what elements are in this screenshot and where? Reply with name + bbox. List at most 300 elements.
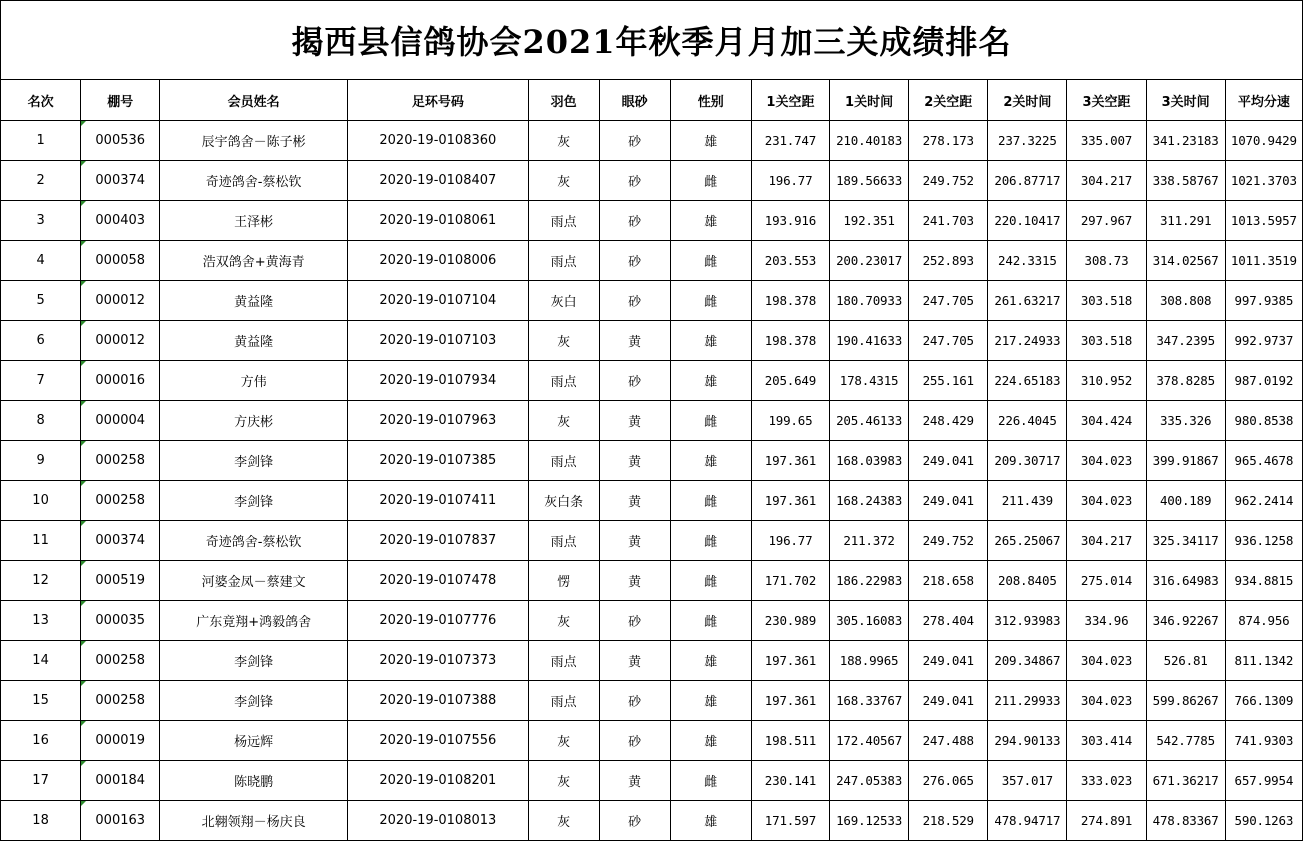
- table-cell[interactable]: 1013.5957: [1225, 201, 1302, 241]
- table-cell[interactable]: 346.92267: [1146, 601, 1225, 641]
- table-cell[interactable]: 13: [1, 601, 81, 641]
- table-cell[interactable]: 李剑锋: [160, 481, 348, 521]
- table-cell[interactable]: [81, 521, 160, 561]
- loft-number: 000184: [95, 773, 146, 788]
- table-cell[interactable]: [81, 681, 160, 721]
- table-cell[interactable]: 247.488: [909, 721, 988, 761]
- table-cell[interactable]: [81, 601, 160, 641]
- table-cell[interactable]: 12: [1, 561, 81, 601]
- table-cell[interactable]: 黄: [599, 761, 670, 801]
- table-cell[interactable]: [81, 641, 160, 681]
- table-cell[interactable]: 172.40567: [830, 721, 909, 761]
- table-cell[interactable]: 217.24933: [988, 321, 1067, 361]
- table-cell[interactable]: 雄: [670, 441, 751, 481]
- table-cell[interactable]: 2020-19-0107385: [348, 441, 529, 481]
- table-cell[interactable]: [81, 361, 160, 401]
- loft-number: 000058: [95, 253, 146, 268]
- table-cell[interactable]: 338.58767: [1146, 161, 1225, 201]
- column-header[interactable]: 足环号码: [348, 80, 529, 121]
- table-cell[interactable]: 雄: [670, 801, 751, 841]
- table-row: [1, 681, 1303, 721]
- table-cell[interactable]: 砂: [599, 721, 670, 761]
- table-row: [1, 361, 1303, 401]
- table-cell[interactable]: 304.023: [1067, 481, 1146, 521]
- table-cell[interactable]: 15: [1, 681, 81, 721]
- table-cell[interactable]: 浩双鸽舍+黄海青: [160, 241, 348, 281]
- column-header[interactable]: 性别: [670, 80, 751, 121]
- table-cell[interactable]: 198.378: [751, 281, 829, 321]
- table-cell[interactable]: 方伟: [160, 361, 348, 401]
- table-cell[interactable]: 砂: [599, 201, 670, 241]
- table-cell[interactable]: 168.24383: [830, 481, 909, 521]
- cell-marker-icon: [81, 361, 86, 366]
- column-header[interactable]: 眼砂: [599, 80, 670, 121]
- table-cell[interactable]: 雌: [670, 481, 751, 521]
- table-cell[interactable]: 992.9737: [1225, 321, 1302, 361]
- cell-marker-icon: [81, 201, 86, 206]
- table-cell[interactable]: 2020-19-0107411: [348, 481, 529, 521]
- table-cell[interactable]: 灰: [528, 321, 599, 361]
- table-cell[interactable]: 297.967: [1067, 201, 1146, 241]
- table-cell[interactable]: 雄: [670, 641, 751, 681]
- table-cell[interactable]: 590.1263: [1225, 801, 1302, 841]
- table-cell[interactable]: 砂: [599, 601, 670, 641]
- table-cell[interactable]: 广东竟翔+鸿毅鸽舍: [160, 601, 348, 641]
- table-cell[interactable]: 197.361: [751, 441, 829, 481]
- table-cell[interactable]: 278.404: [909, 601, 988, 641]
- table-row: [1, 481, 1303, 521]
- table-cell[interactable]: 335.326: [1146, 401, 1225, 441]
- table-cell[interactable]: 478.94717: [988, 801, 1067, 841]
- table-cell[interactable]: 193.916: [751, 201, 829, 241]
- table-cell[interactable]: 2020-19-0108201: [348, 761, 529, 801]
- column-header[interactable]: 平均分速: [1225, 80, 1302, 121]
- table-row: [1, 561, 1303, 601]
- table-cell[interactable]: 辰宇鸽舍－陈子彬: [160, 121, 348, 161]
- table-cell[interactable]: 275.014: [1067, 561, 1146, 601]
- cell-marker-icon: [81, 241, 86, 246]
- table-cell[interactable]: 1021.3703: [1225, 161, 1302, 201]
- table-cell[interactable]: 2020-19-0108013: [348, 801, 529, 841]
- table-cell[interactable]: 304.023: [1067, 681, 1146, 721]
- table-cell[interactable]: 陈晓鹏: [160, 761, 348, 801]
- cell-marker-icon: [81, 681, 86, 686]
- table-cell[interactable]: 210.40183: [830, 121, 909, 161]
- column-header[interactable]: 3关空距: [1067, 80, 1146, 121]
- table-cell[interactable]: 209.34867: [988, 641, 1067, 681]
- table-cell[interactable]: 李剑锋: [160, 441, 348, 481]
- table-row: [1, 601, 1303, 641]
- table-cell[interactable]: 2020-19-0107963: [348, 401, 529, 441]
- table-cell[interactable]: [81, 121, 160, 161]
- table-cell[interactable]: 198.511: [751, 721, 829, 761]
- table-cell[interactable]: 341.23183: [1146, 121, 1225, 161]
- table-cell[interactable]: 205.46133: [830, 401, 909, 441]
- table-cell[interactable]: 962.2414: [1225, 481, 1302, 521]
- cell-marker-icon: [81, 441, 86, 446]
- table-cell[interactable]: 249.041: [909, 681, 988, 721]
- loft-number: 000012: [95, 293, 146, 308]
- table-cell[interactable]: 雄: [670, 321, 751, 361]
- table-row: [1, 321, 1303, 361]
- table-cell[interactable]: 197.361: [751, 681, 829, 721]
- table-cell[interactable]: 599.86267: [1146, 681, 1225, 721]
- table-cell[interactable]: 10: [1, 481, 81, 521]
- table-cell[interactable]: 7: [1, 361, 81, 401]
- table-cell[interactable]: 249.041: [909, 641, 988, 681]
- cell-marker-icon: [81, 481, 86, 486]
- table-cell[interactable]: 249.041: [909, 441, 988, 481]
- table-cell[interactable]: 980.8538: [1225, 401, 1302, 441]
- loft-number: 000012: [95, 333, 146, 348]
- table-cell[interactable]: 241.703: [909, 201, 988, 241]
- table-cell[interactable]: 316.64983: [1146, 561, 1225, 601]
- loft-number: 000258: [95, 493, 146, 508]
- table-cell[interactable]: 灰: [528, 401, 599, 441]
- table-cell[interactable]: 186.22983: [830, 561, 909, 601]
- table-cell[interactable]: 灰白条: [528, 481, 599, 521]
- table-cell[interactable]: 224.65183: [988, 361, 1067, 401]
- table-cell[interactable]: 226.4045: [988, 401, 1067, 441]
- table-cell[interactable]: 2020-19-0108061: [348, 201, 529, 241]
- table-cell[interactable]: 9: [1, 441, 81, 481]
- table-cell[interactable]: [81, 561, 160, 601]
- table-cell[interactable]: 奇迹鸽舍-蔡松钦: [160, 161, 348, 201]
- table-cell[interactable]: 2020-19-0107104: [348, 281, 529, 321]
- table-cell[interactable]: 218.529: [909, 801, 988, 841]
- table-cell[interactable]: 2020-19-0107388: [348, 681, 529, 721]
- table-cell[interactable]: 2020-19-0108006: [348, 241, 529, 281]
- table-cell[interactable]: 砂: [599, 121, 670, 161]
- table-cell[interactable]: 18: [1, 801, 81, 841]
- table-cell[interactable]: 265.25067: [988, 521, 1067, 561]
- table-cell[interactable]: 231.747: [751, 121, 829, 161]
- table-cell[interactable]: 308.808: [1146, 281, 1225, 321]
- table-cell[interactable]: 雨点: [528, 681, 599, 721]
- table-cell[interactable]: 671.36217: [1146, 761, 1225, 801]
- table-cell[interactable]: 3: [1, 201, 81, 241]
- table-cell[interactable]: 17: [1, 761, 81, 801]
- table-cell[interactable]: 399.91867: [1146, 441, 1225, 481]
- table-cell[interactable]: 965.4678: [1225, 441, 1302, 481]
- table-cell[interactable]: [81, 441, 160, 481]
- column-header[interactable]: 2关空距: [909, 80, 988, 121]
- table-cell[interactable]: 325.34117: [1146, 521, 1225, 561]
- table-cell[interactable]: 雄: [670, 201, 751, 241]
- table-cell[interactable]: 312.93983: [988, 601, 1067, 641]
- table-cell[interactable]: 303.518: [1067, 321, 1146, 361]
- table-cell[interactable]: 766.1309: [1225, 681, 1302, 721]
- table-cell[interactable]: 雨点: [528, 241, 599, 281]
- table-cell[interactable]: 灰: [528, 721, 599, 761]
- table-cell[interactable]: 304.217: [1067, 161, 1146, 201]
- table-cell[interactable]: 247.705: [909, 281, 988, 321]
- table-cell[interactable]: 218.658: [909, 561, 988, 601]
- table-cell[interactable]: 2020-19-0107103: [348, 321, 529, 361]
- table-cell[interactable]: 5: [1, 281, 81, 321]
- table-cell[interactable]: 198.378: [751, 321, 829, 361]
- table-cell[interactable]: 雌: [670, 281, 751, 321]
- table-cell[interactable]: [81, 201, 160, 241]
- loft-number: 000035: [95, 613, 146, 628]
- table-cell[interactable]: [81, 801, 160, 841]
- title-row: [1, 1, 1303, 80]
- table-cell[interactable]: 987.0192: [1225, 361, 1302, 401]
- table-cell[interactable]: 196.77: [751, 161, 829, 201]
- table-cell[interactable]: 雨点: [528, 521, 599, 561]
- table-cell[interactable]: 11: [1, 521, 81, 561]
- table-cell[interactable]: 305.16083: [830, 601, 909, 641]
- table-cell[interactable]: 雨点: [528, 441, 599, 481]
- table-cell[interactable]: 335.007: [1067, 121, 1146, 161]
- table-cell[interactable]: 542.7785: [1146, 721, 1225, 761]
- table-cell[interactable]: 李剑锋: [160, 641, 348, 681]
- table-cell[interactable]: 200.23017: [830, 241, 909, 281]
- table-cell[interactable]: 334.96: [1067, 601, 1146, 641]
- table-cell[interactable]: 2020-19-0107478: [348, 561, 529, 601]
- table-cell[interactable]: 黄: [599, 641, 670, 681]
- table-cell[interactable]: 209.30717: [988, 441, 1067, 481]
- column-header[interactable]: 会员姓名: [160, 80, 348, 121]
- table-cell[interactable]: 雌: [670, 561, 751, 601]
- table-cell[interactable]: 310.952: [1067, 361, 1146, 401]
- table-cell[interactable]: 333.023: [1067, 761, 1146, 801]
- loft-number: 000536: [95, 133, 146, 148]
- table-cell[interactable]: 河婆金凤－蔡建文: [160, 561, 348, 601]
- table-cell[interactable]: [81, 281, 160, 321]
- table-cell[interactable]: 211.29933: [988, 681, 1067, 721]
- table-cell[interactable]: 雨点: [528, 361, 599, 401]
- table-cell[interactable]: 黄: [599, 321, 670, 361]
- table-cell[interactable]: 478.83367: [1146, 801, 1225, 841]
- table-cell[interactable]: 304.023: [1067, 641, 1146, 681]
- cell-marker-icon: [81, 761, 86, 766]
- table-cell[interactable]: 黄: [599, 401, 670, 441]
- table-cell[interactable]: 247.705: [909, 321, 988, 361]
- table-cell[interactable]: 261.63217: [988, 281, 1067, 321]
- table-cell[interactable]: 874.956: [1225, 601, 1302, 641]
- table-cell[interactable]: 2020-19-0107934: [348, 361, 529, 401]
- table-cell[interactable]: 灰: [528, 161, 599, 201]
- table-cell[interactable]: 274.891: [1067, 801, 1146, 841]
- table-cell[interactable]: 347.2395: [1146, 321, 1225, 361]
- table-cell[interactable]: 2020-19-0107373: [348, 641, 529, 681]
- table-cell[interactable]: 黄益隆: [160, 321, 348, 361]
- table-cell[interactable]: 304.023: [1067, 441, 1146, 481]
- table-cell[interactable]: 砂: [599, 361, 670, 401]
- table-cell[interactable]: 249.752: [909, 521, 988, 561]
- table-cell[interactable]: [81, 721, 160, 761]
- table-cell[interactable]: 王泽彬: [160, 201, 348, 241]
- table-cell[interactable]: [81, 481, 160, 521]
- table-cell[interactable]: 雄: [670, 121, 751, 161]
- table-cell[interactable]: 196.77: [751, 521, 829, 561]
- table-cell[interactable]: 雨点: [528, 641, 599, 681]
- column-header[interactable]: 名次: [1, 80, 81, 121]
- table-cell[interactable]: 237.3225: [988, 121, 1067, 161]
- table-cell[interactable]: 255.161: [909, 361, 988, 401]
- table-cell[interactable]: 211.439: [988, 481, 1067, 521]
- table-cell[interactable]: [81, 161, 160, 201]
- table-cell[interactable]: 黄: [599, 481, 670, 521]
- table-cell[interactable]: 314.02567: [1146, 241, 1225, 281]
- table-cell[interactable]: 171.702: [751, 561, 829, 601]
- table-cell[interactable]: 197.361: [751, 641, 829, 681]
- table-cell[interactable]: 雄: [670, 361, 751, 401]
- table-cell[interactable]: 黄: [599, 521, 670, 561]
- table-cell[interactable]: 180.70933: [830, 281, 909, 321]
- loft-number: 000258: [95, 453, 146, 468]
- cell-marker-icon: [81, 801, 86, 806]
- table-cell[interactable]: 黄益隆: [160, 281, 348, 321]
- table-cell[interactable]: 黄: [599, 561, 670, 601]
- table-cell[interactable]: 657.9954: [1225, 761, 1302, 801]
- table-cell[interactable]: 2020-19-0107776: [348, 601, 529, 641]
- table-cell[interactable]: 197.361: [751, 481, 829, 521]
- table-cell[interactable]: 灰: [528, 801, 599, 841]
- table-cell[interactable]: 230.989: [751, 601, 829, 641]
- table-cell[interactable]: [81, 321, 160, 361]
- header-row: [1, 80, 1303, 121]
- table-cell[interactable]: 190.41633: [830, 321, 909, 361]
- table-cell[interactable]: 208.8405: [988, 561, 1067, 601]
- table-cell[interactable]: 砂: [599, 681, 670, 721]
- table-cell[interactable]: 997.9385: [1225, 281, 1302, 321]
- table-cell[interactable]: 304.217: [1067, 521, 1146, 561]
- table-cell[interactable]: 雄: [670, 721, 751, 761]
- table-cell[interactable]: 砂: [599, 241, 670, 281]
- table-cell[interactable]: 2020-19-0108360: [348, 121, 529, 161]
- column-header[interactable]: 1关空距: [751, 80, 829, 121]
- table-cell[interactable]: 169.12533: [830, 801, 909, 841]
- table-cell[interactable]: 378.8285: [1146, 361, 1225, 401]
- table-cell[interactable]: [81, 401, 160, 441]
- table-cell[interactable]: 526.81: [1146, 641, 1225, 681]
- table-cell[interactable]: 雌: [670, 241, 751, 281]
- table-cell[interactable]: 杨远辉: [160, 721, 348, 761]
- table-cell[interactable]: [81, 761, 160, 801]
- table-cell[interactable]: 北翱领翔－杨庆良: [160, 801, 348, 841]
- table-cell[interactable]: 741.9303: [1225, 721, 1302, 761]
- table-cell[interactable]: 灰: [528, 601, 599, 641]
- table-cell[interactable]: 4: [1, 241, 81, 281]
- column-header[interactable]: 3关时间: [1146, 80, 1225, 121]
- table-cell[interactable]: 357.017: [988, 761, 1067, 801]
- loft-number: 000004: [95, 413, 146, 428]
- loft-number: 000403: [95, 213, 146, 228]
- table-cell[interactable]: 6: [1, 321, 81, 361]
- table-cell[interactable]: 276.065: [909, 761, 988, 801]
- table-cell[interactable]: 199.65: [751, 401, 829, 441]
- table-cell[interactable]: 168.33767: [830, 681, 909, 721]
- column-header[interactable]: 2关时间: [988, 80, 1067, 121]
- table-cell[interactable]: 211.372: [830, 521, 909, 561]
- table-cell[interactable]: 252.893: [909, 241, 988, 281]
- table-cell[interactable]: 砂: [599, 801, 670, 841]
- sheet-title[interactable]: 揭西县信鸽协会2021年秋季月月加三关成绩排名: [1, 1, 1303, 80]
- column-header[interactable]: 1关时间: [830, 80, 909, 121]
- table-cell[interactable]: 206.87717: [988, 161, 1067, 201]
- table-cell[interactable]: 2020-19-0108407: [348, 161, 529, 201]
- table-cell[interactable]: 8: [1, 401, 81, 441]
- table-cell[interactable]: 400.189: [1146, 481, 1225, 521]
- table-cell[interactable]: [81, 241, 160, 281]
- table-cell[interactable]: 192.351: [830, 201, 909, 241]
- table-cell[interactable]: 247.05383: [830, 761, 909, 801]
- table-cell[interactable]: 雌: [670, 761, 751, 801]
- table-cell[interactable]: 248.429: [909, 401, 988, 441]
- table-cell[interactable]: 1: [1, 121, 81, 161]
- table-cell[interactable]: 14: [1, 641, 81, 681]
- column-header[interactable]: 棚号: [81, 80, 160, 121]
- table-cell[interactable]: 278.173: [909, 121, 988, 161]
- table-row: [1, 161, 1303, 201]
- table-cell[interactable]: 294.90133: [988, 721, 1067, 761]
- table-cell[interactable]: 灰: [528, 761, 599, 801]
- table-cell[interactable]: 2020-19-0107837: [348, 521, 529, 561]
- table-cell[interactable]: 308.73: [1067, 241, 1146, 281]
- table-cell[interactable]: 1011.3519: [1225, 241, 1302, 281]
- table-cell[interactable]: 249.041: [909, 481, 988, 521]
- table-cell[interactable]: 203.553: [751, 241, 829, 281]
- table-cell[interactable]: 16: [1, 721, 81, 761]
- column-header[interactable]: 羽色: [528, 80, 599, 121]
- table-cell[interactable]: 311.291: [1146, 201, 1225, 241]
- table-cell[interactable]: 249.752: [909, 161, 988, 201]
- table-cell[interactable]: 雌: [670, 521, 751, 561]
- table-cell[interactable]: 李剑锋: [160, 681, 348, 721]
- table-cell[interactable]: 砂: [599, 161, 670, 201]
- loft-number: 000519: [95, 573, 146, 588]
- cell-marker-icon: [81, 641, 86, 646]
- loft-number: 000258: [95, 693, 146, 708]
- table-cell[interactable]: 雌: [670, 601, 751, 641]
- table-cell[interactable]: 砂: [599, 281, 670, 321]
- table-cell[interactable]: 171.597: [751, 801, 829, 841]
- table-cell[interactable]: 811.1342: [1225, 641, 1302, 681]
- table-cell[interactable]: 168.03983: [830, 441, 909, 481]
- table-cell[interactable]: 220.10417: [988, 201, 1067, 241]
- table-cell[interactable]: 黄: [599, 441, 670, 481]
- table-cell[interactable]: 230.141: [751, 761, 829, 801]
- table-cell[interactable]: 1070.9429: [1225, 121, 1302, 161]
- table-cell[interactable]: 304.424: [1067, 401, 1146, 441]
- table-cell[interactable]: 雌: [670, 401, 751, 441]
- table-cell[interactable]: 189.56633: [830, 161, 909, 201]
- table-cell[interactable]: 303.414: [1067, 721, 1146, 761]
- table-cell[interactable]: 936.1258: [1225, 521, 1302, 561]
- cell-marker-icon: [81, 721, 86, 726]
- table-cell[interactable]: 2020-19-0107556: [348, 721, 529, 761]
- table-cell[interactable]: 灰白: [528, 281, 599, 321]
- table-cell[interactable]: 178.4315: [830, 361, 909, 401]
- table-cell[interactable]: 愣: [528, 561, 599, 601]
- table-cell[interactable]: 934.8815: [1225, 561, 1302, 601]
- table-cell[interactable]: 奇迹鸽舍-蔡松钦: [160, 521, 348, 561]
- table-cell[interactable]: 242.3315: [988, 241, 1067, 281]
- table-cell[interactable]: 188.9965: [830, 641, 909, 681]
- cell-marker-icon: [81, 561, 86, 566]
- table-row: [1, 401, 1303, 441]
- table-cell[interactable]: 雨点: [528, 201, 599, 241]
- table-cell[interactable]: 205.649: [751, 361, 829, 401]
- table-cell[interactable]: 方庆彬: [160, 401, 348, 441]
- table-cell[interactable]: 303.518: [1067, 281, 1146, 321]
- table-cell[interactable]: 灰: [528, 121, 599, 161]
- table-cell[interactable]: 2: [1, 161, 81, 201]
- table-cell[interactable]: 雌: [670, 161, 751, 201]
- table-cell[interactable]: 雄: [670, 681, 751, 721]
